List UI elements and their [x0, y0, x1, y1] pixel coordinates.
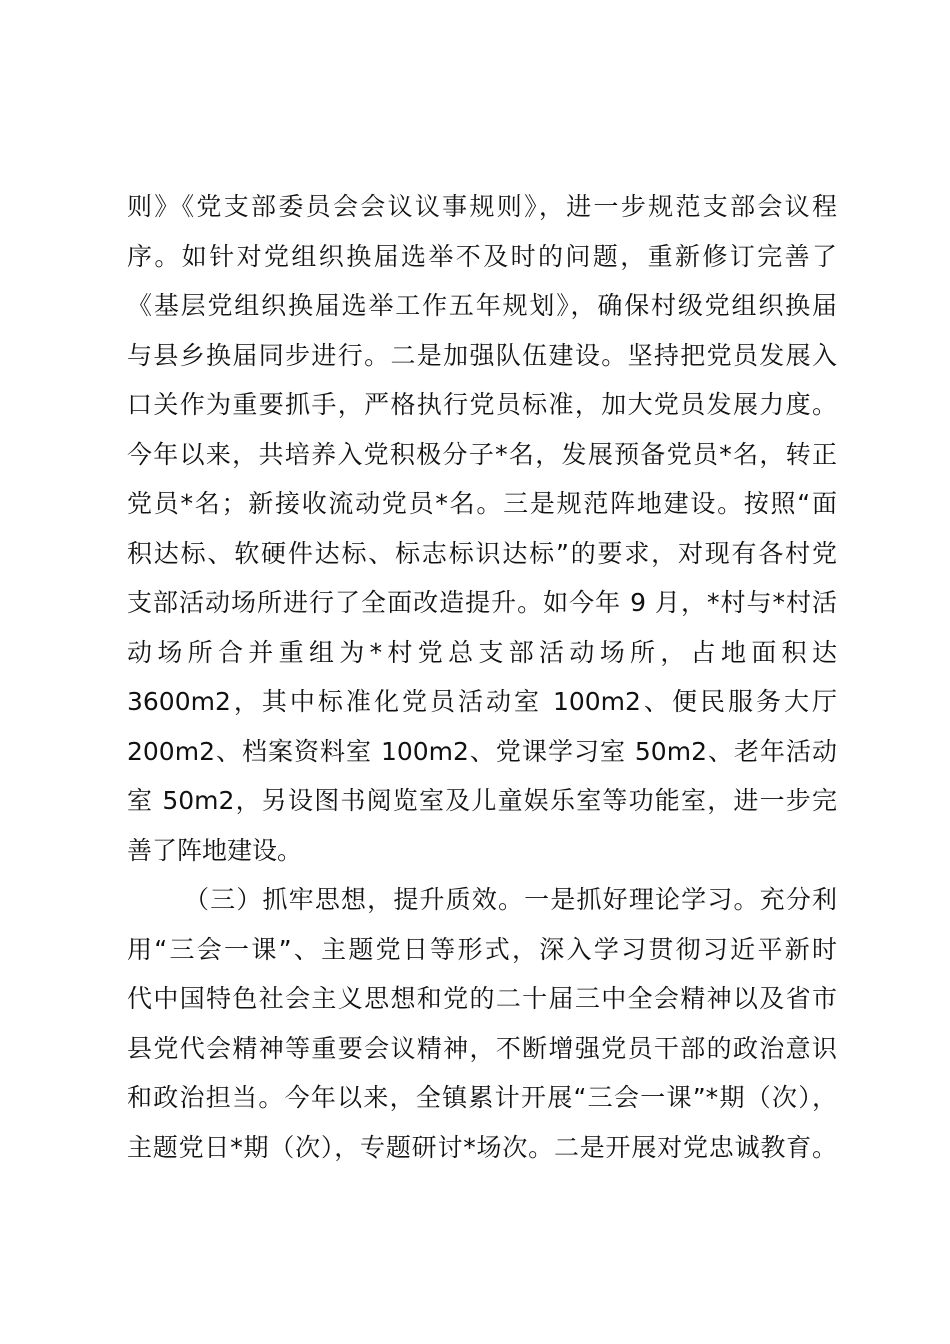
text-line-2: 序。如针对党组织换届选举不及时的问题，重新修订完善了: [127, 241, 837, 271]
text-line-1: 则》《党支部委员会会议议事规则》，进一步规范支部会议程: [127, 192, 837, 221]
text-line-9: 支部活动场所进行了全面改造提升。如今年 9 月，*村与*村活: [127, 588, 837, 617]
text-line-17: 代中国特色社会主义思想和党的二十届三中全会精神以及省市: [127, 984, 837, 1013]
text-line-12: 200m2、档案资料室 100m2、党课学习室 50m2、老年活动: [127, 736, 837, 766]
text-line-10: 动场所合并重组为*村党总支部活动场所，占地面积达: [127, 637, 837, 667]
text-line-4: 与县乡换届同步进行。二是加强队伍建设。坚持把党员发展入: [127, 340, 837, 370]
text-line-16: 用“三会一课”、主题党日等形式，深入学习贯彻习近平新时: [127, 934, 837, 964]
text-line-15: （三）抓牢思想，提升质效。一是抓好理论学习。充分利: [184, 885, 837, 914]
text-line-3: 《基层党组织换届选举工作五年规划》，确保村级党组织换届: [127, 291, 837, 320]
body-text: [127, 182, 837, 1172]
text-line-11: 3600m2，其中标准化党员活动室 100m2、便民服务大厅: [127, 687, 837, 716]
text-line-18: 县党代会精神等重要会议精神，不断增强党员干部的政治意识: [127, 1033, 837, 1063]
text-line-6: 今年以来，共培养入党积极分子*名，发展预备党员*名，转正: [127, 439, 837, 469]
text-line-14: 善了阵地建设。: [127, 835, 303, 865]
text-line-8: 积达标、软硬件达标、标志标识达标”的要求，对现有各村党: [127, 538, 837, 568]
text-line-19: 和政治担当。今年以来，全镇累计开展“三会一课”*期（次），: [127, 1083, 837, 1112]
text-line-5: 口关作为重要抓手，严格执行党员标准，加大党员发展力度。: [127, 390, 837, 419]
text-line-7: 党员*名；新接收流动党员*名。三是规范阵地建设。按照“面: [127, 489, 837, 518]
text-line-20: 主题党日*期（次），专题研讨*场次。二是开展对党忠诚教育。: [127, 1132, 837, 1162]
text-line-13: 室 50m2，另设图书阅览室及儿童娱乐室等功能室，进一步完: [127, 786, 837, 815]
